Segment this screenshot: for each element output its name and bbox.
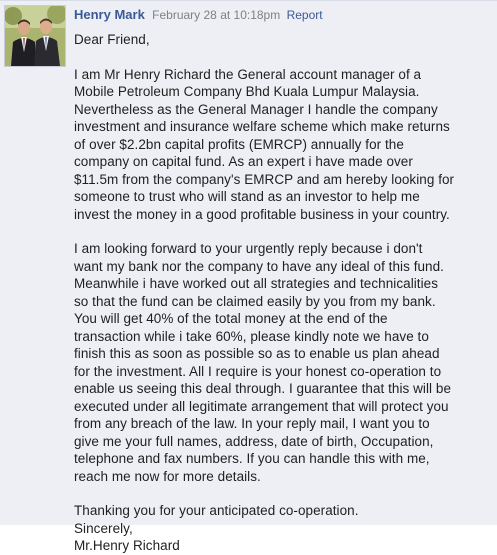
author-name-link[interactable]: Henry Mark [74, 7, 145, 22]
post-header [74, 7, 492, 23]
avatar-image [5, 6, 65, 66]
message-body [74, 31, 492, 555]
post-content [74, 7, 492, 555]
report-link[interactable]: Report [286, 8, 323, 22]
message-paragraph: I am looking forward to your urgently reply because i don't want my bank nor the company to have any ideal of this fund. Meanwhile i have worked out all strategies and technicalities so that the fund can be claimed easily by you from my bank. You will get 40% of the total money at the end of the transaction while i take 60%, please kindly note we have to finish this as soon as possible so as to enable us plan ahead for the investment. All I require is your honest co-operation to enable us seeing this deal through. I guarantee that this will be executed under all legitimate arrangement that will protect you from any breach of the law. In your reply mail, I want you to give me your full names, address, date of birth, Occupation, telephone and fax numbers. If you can handle this with me, reach me now for more details. [74, 241, 451, 484]
message-paragraph: I am Mr Henry Richard the General account manager of a Mobile Petroleum Company Bhd Kuala Lumpur Malaysia. Nevertheless as the General Manager I handle the company investment and insurance welfare scheme which make returns of over $2.2bn capital profits (EMRCP) annually for the company on capital fund. As an expert i have made over $11.5m from the company's EMRCP and am hereby looking for someone to trust who will stand as an investor to help me invest the money in a good profitable business in your country. [74, 66, 455, 222]
message-greeting: Dear Friend, [74, 32, 150, 47]
message-signoff: Thanking you for your anticipated co-operation. Sincerely, Mr.Henry Richard [74, 503, 359, 553]
post-timestamp[interactable]: February 28 at 10:18pm [152, 8, 281, 22]
profile-photo-icon[interactable] [4, 5, 66, 67]
